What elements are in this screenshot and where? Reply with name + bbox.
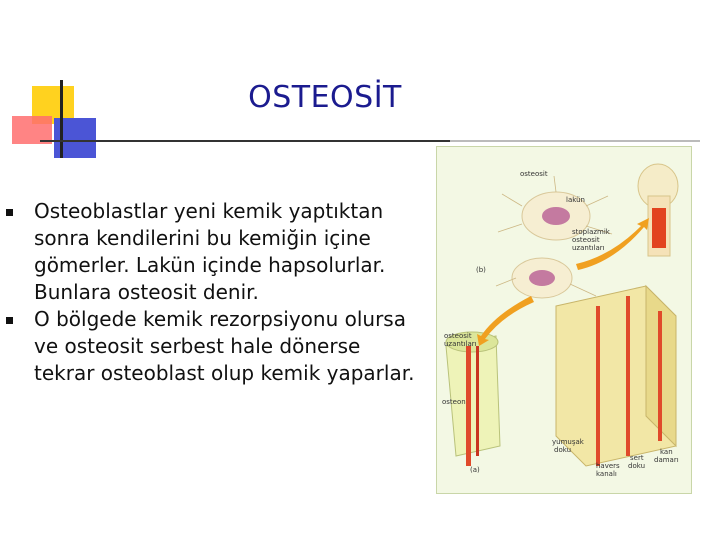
bullet-square-icon <box>6 209 13 216</box>
bone-histology-figure <box>436 146 692 494</box>
label-stoplazmik: stoplazmik <box>572 228 610 236</box>
label-yumusak: yumuşak <box>552 438 584 446</box>
slide-title: OSTEOSİT <box>248 80 402 115</box>
label-sert-doku: doku <box>628 462 646 470</box>
bullet-square-icon <box>6 317 13 324</box>
bullet-item <box>0 198 420 306</box>
label-lakun: lakün <box>566 196 585 204</box>
label-yumusak-doku: doku <box>554 446 572 454</box>
label-kan: kan <box>660 448 673 456</box>
label-stoplazmik-osteosit: osteosit <box>572 236 600 244</box>
label-uzantilari-left: uzantıları <box>444 340 477 348</box>
decor-vertical-line <box>60 80 63 158</box>
bullet-text: O bölgede kemik rezorpsiyonu olursa ve osteosit serbest hale dönerse tekrar osteoblast olup kemik yaparlar. <box>34 307 415 385</box>
bullet-item <box>0 306 420 387</box>
label-osteosit: osteosit <box>520 170 548 178</box>
label-havers-kanali: kanalı <box>596 470 617 478</box>
label-osteosit-left: osteosit <box>444 332 472 340</box>
label-a: (a) <box>470 466 480 474</box>
title-underline-faded <box>450 140 700 142</box>
label-b: (b) <box>476 266 486 274</box>
label-kan-damari: damarı <box>654 456 679 464</box>
label-havers: havers <box>596 462 620 470</box>
bullet-list <box>0 198 420 387</box>
title-underline <box>40 140 450 142</box>
label-osteon: osteon <box>442 398 466 406</box>
label-stoplazmik-uzantilari: uzantıları <box>572 244 605 252</box>
bullet-text: Osteoblastlar yeni kemik yaptıktan sonra kendilerini bu kemiğin içine gömerler. Lakün içinde hapsolurlar. Bunlara osteosit denir. <box>34 199 386 304</box>
label-sert: sert <box>630 454 644 462</box>
